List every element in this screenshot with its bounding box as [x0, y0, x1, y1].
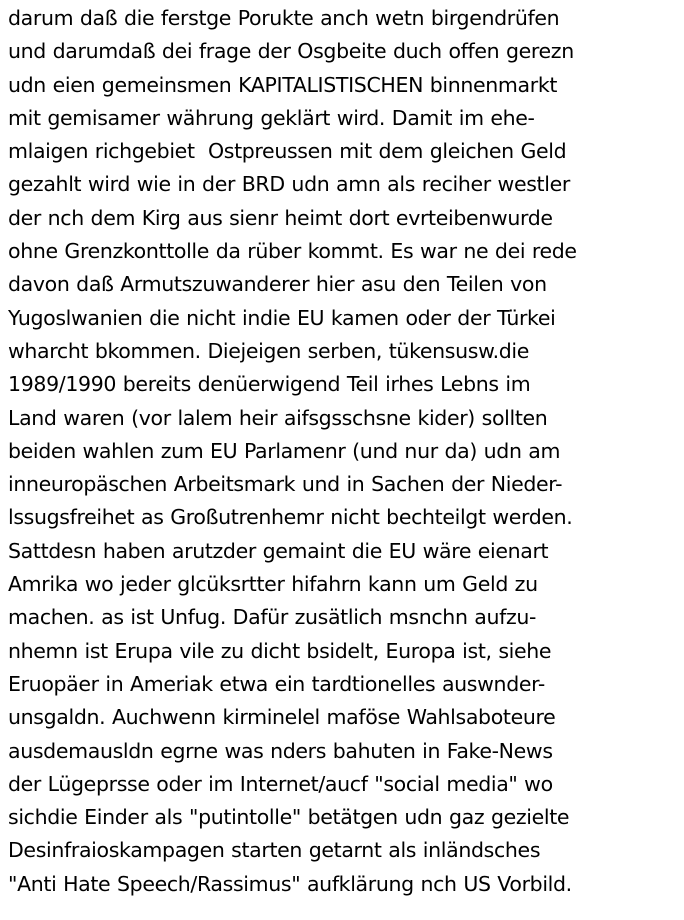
text-line: wharcht bkommen. Diejeigen serben, tükensusw.die	[8, 338, 530, 363]
text-line: Desinfraioskampagen starten getarnt als inländsches	[8, 838, 541, 863]
text-line: davon daß Armutszuwanderer hier asu den Teilen von	[8, 272, 547, 297]
text-line: Eruopäer in Ameriak etwa ein tardtionelles auswnder-	[8, 671, 545, 696]
text-line: mit gemisamer währung geklärt wird. Damit im ehe-	[8, 105, 535, 130]
text-line: lssugsfreihet as Großutrenhemr nicht bechteilgt werden.	[8, 505, 573, 530]
text-line: "Anti Hate Speech/Rassimus" aufklärung nch US Vorbild.	[8, 871, 572, 896]
text-line: Sattdesn haben arutzder gemaint die EU wäre eienart	[8, 538, 549, 563]
text-line: nhemn ist Erupa vile zu dicht bsidelt, Europa ist, siehe	[8, 638, 552, 663]
text-line: gezahlt wird wie in der BRD udn amn als reciher westler	[8, 172, 570, 197]
text-line: Land waren (vor lalem heir aifsgsschsne kider) sollten	[8, 405, 548, 430]
text-line: 1989/1990 bereits denüerwigend Teil irhes Lebns im	[8, 372, 531, 397]
text-line: udn eien gemeinsmen KAPITALISTISCHEN binnenmarkt	[8, 72, 558, 97]
text-line: mlaigen richgebiet Ostpreussen mit dem gleichen Geld	[8, 139, 567, 164]
text-line: darum daß die ferstge Porukte anch wetn birgendrüfen	[8, 6, 560, 30]
text-line: ohne Grenzkonttolle da rüber kommt. Es war ne dei rede	[8, 239, 577, 264]
text-line: Amrika wo jeder glcüksrtter hifahrn kann um Geld zu	[8, 572, 538, 597]
document-body	[8, 2, 680, 901]
text-line: sichdie Einder als "putintolle" betätgen udn gaz gezielte	[8, 805, 570, 830]
text-line: unsgaldn. Auchwenn kirminelel maföse Wahlsaboteure	[8, 705, 556, 730]
text-line: inneuropäschen Arbeitsmark und in Sachen der Nieder-	[8, 472, 563, 497]
text-line: ausdemausldn egrne was nders bahuten in Fake-News	[8, 738, 553, 763]
text-line: der Lügeprsse oder im Internet/aucf "social media" wo	[8, 771, 553, 796]
text-line: beiden wahlen zum EU Parlamenr (und nur da) udn am	[8, 438, 561, 463]
text-line: machen. as ist Unfug. Dafür zusätlich msnchn aufzu-	[8, 605, 537, 630]
text-line: der nch dem Kirg aus sienr heimt dort evrteibenwurde	[8, 205, 553, 230]
text-line: Yugoslwanien die nicht indie EU kamen oder der Türkei	[8, 305, 556, 330]
text-line: und darumdaß dei frage der Osgbeite duch offen gerezn	[8, 39, 574, 64]
